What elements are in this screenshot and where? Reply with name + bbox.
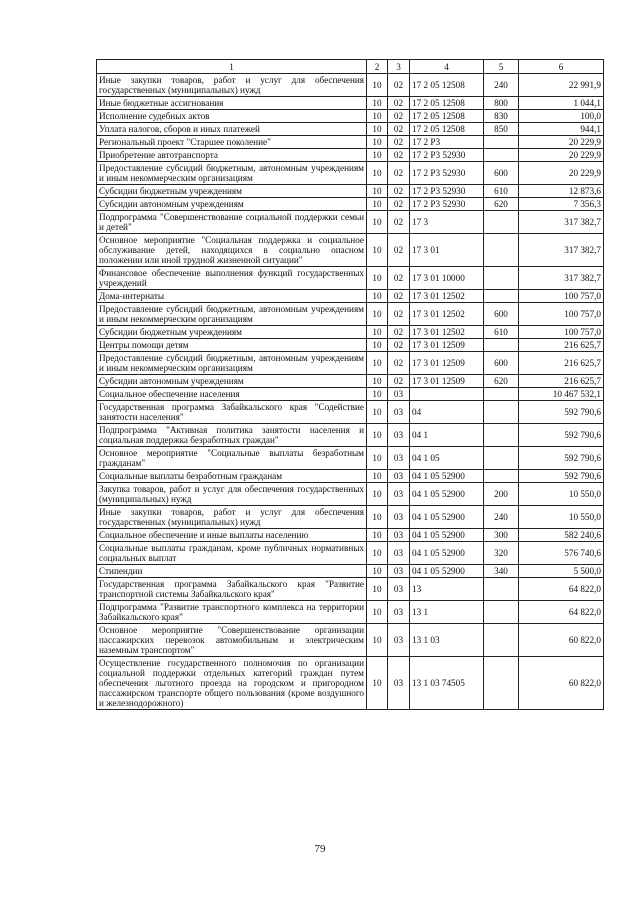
row-section: 10 xyxy=(367,110,388,123)
row-section: 10 xyxy=(367,290,388,303)
row-expense-type: 620 xyxy=(484,198,519,211)
table-row xyxy=(97,578,604,601)
row-subsection: 02 xyxy=(388,326,410,339)
row-name: Субсидии автономным учреждениям xyxy=(97,375,367,388)
row-expense-type: 600 xyxy=(484,352,519,375)
row-subsection: 03 xyxy=(388,483,410,506)
row-amount: 100 757,0 xyxy=(519,303,604,326)
row-section: 10 xyxy=(367,162,388,185)
table-row xyxy=(97,74,604,97)
row-amount: 317 382,7 xyxy=(519,234,604,267)
header-col-1: 1 xyxy=(97,60,367,74)
row-amount: 592 790,6 xyxy=(519,424,604,447)
row-subsection: 03 xyxy=(388,401,410,424)
row-name: Закупка товаров, работ и услуг для обеспечения государственных (муниципальных) нужд xyxy=(97,483,367,506)
row-amount: 22 991,9 xyxy=(519,74,604,97)
row-expense-type xyxy=(484,657,519,710)
row-expense-type: 610 xyxy=(484,185,519,198)
row-name: Субсидии бюджетным учреждениям xyxy=(97,185,367,198)
row-amount: 1 044,1 xyxy=(519,97,604,110)
row-section: 10 xyxy=(367,234,388,267)
row-code xyxy=(410,388,484,401)
row-amount: 5 500,0 xyxy=(519,565,604,578)
row-section: 10 xyxy=(367,483,388,506)
table-row xyxy=(97,352,604,375)
table-row xyxy=(97,162,604,185)
row-name: Социальные выплаты безработным гражданам xyxy=(97,470,367,483)
row-subsection: 03 xyxy=(388,470,410,483)
table-row xyxy=(97,149,604,162)
row-subsection: 03 xyxy=(388,388,410,401)
row-amount: 592 790,6 xyxy=(519,447,604,470)
row-code: 04 1 05 xyxy=(410,447,484,470)
row-code: 17 3 01 12502 xyxy=(410,326,484,339)
row-section: 10 xyxy=(367,424,388,447)
row-code: 17 2 05 12508 xyxy=(410,123,484,136)
row-code: 17 3 01 12509 xyxy=(410,339,484,352)
budget-table xyxy=(96,59,604,710)
row-amount: 317 382,7 xyxy=(519,267,604,290)
table-row xyxy=(97,624,604,657)
row-name: Социальное обеспечение населения xyxy=(97,388,367,401)
row-expense-type: 340 xyxy=(484,565,519,578)
row-subsection: 02 xyxy=(388,74,410,97)
row-amount: 216 625,7 xyxy=(519,375,604,388)
row-name: Уплата налогов, сборов и иных платежей xyxy=(97,123,367,136)
row-name: Предоставление субсидий бюджетным, автономным учреждениям и иным некоммерческим организациям xyxy=(97,303,367,326)
table-row xyxy=(97,388,604,401)
row-code: 04 xyxy=(410,401,484,424)
row-amount: 64 822,0 xyxy=(519,578,604,601)
row-subsection: 02 xyxy=(388,97,410,110)
row-name: Основное мероприятие "Совершенствование организации пассажирских перевозок автомобильным и электрическим наземным транспортом" xyxy=(97,624,367,657)
row-code: 17 3 01 12502 xyxy=(410,290,484,303)
row-amount: 20 229,9 xyxy=(519,162,604,185)
row-name: Социальные выплаты гражданам, кроме публичных нормативных социальных выплат xyxy=(97,542,367,565)
row-section: 10 xyxy=(367,136,388,149)
table-row xyxy=(97,401,604,424)
row-subsection: 02 xyxy=(388,352,410,375)
row-subsection: 02 xyxy=(388,136,410,149)
row-name: Финансовое обеспечение выполнения функций государственных учреждений xyxy=(97,267,367,290)
row-expense-type xyxy=(484,470,519,483)
row-code: 04 1 05 52900 xyxy=(410,506,484,529)
row-subsection: 02 xyxy=(388,123,410,136)
row-amount: 60 822,0 xyxy=(519,657,604,710)
table-row xyxy=(97,267,604,290)
table-row xyxy=(97,303,604,326)
row-expense-type: 850 xyxy=(484,123,519,136)
row-name: Предоставление субсидий бюджетным, автономным учреждениям и иным некоммерческим организациям xyxy=(97,162,367,185)
table-row xyxy=(97,234,604,267)
row-amount: 592 790,6 xyxy=(519,401,604,424)
table-row xyxy=(97,185,604,198)
row-amount: 12 873,6 xyxy=(519,185,604,198)
row-expense-type: 610 xyxy=(484,326,519,339)
row-expense-type xyxy=(484,290,519,303)
row-code: 17 3 01 12509 xyxy=(410,352,484,375)
table-row xyxy=(97,657,604,710)
row-section: 10 xyxy=(367,149,388,162)
row-subsection: 03 xyxy=(388,657,410,710)
row-subsection: 03 xyxy=(388,578,410,601)
row-section: 10 xyxy=(367,74,388,97)
table-row xyxy=(97,290,604,303)
row-amount: 100,0 xyxy=(519,110,604,123)
row-subsection: 02 xyxy=(388,267,410,290)
row-section: 10 xyxy=(367,198,388,211)
row-code: 04 1 05 52900 xyxy=(410,470,484,483)
row-subsection: 03 xyxy=(388,601,410,624)
row-expense-type: 800 xyxy=(484,97,519,110)
row-amount: 582 240,6 xyxy=(519,529,604,542)
row-subsection: 03 xyxy=(388,624,410,657)
row-amount: 317 382,7 xyxy=(519,211,604,234)
row-subsection: 03 xyxy=(388,424,410,447)
row-section: 10 xyxy=(367,375,388,388)
header-col-5: 5 xyxy=(484,60,519,74)
row-subsection: 02 xyxy=(388,375,410,388)
row-amount: 20 229,9 xyxy=(519,136,604,149)
row-name: Основное мероприятие "Социальные выплаты безработным гражданам" xyxy=(97,447,367,470)
table-row xyxy=(97,447,604,470)
row-expense-type xyxy=(484,447,519,470)
row-expense-type: 830 xyxy=(484,110,519,123)
row-code: 17 2 P3 52930 xyxy=(410,198,484,211)
header-row xyxy=(97,60,604,74)
row-subsection: 02 xyxy=(388,234,410,267)
row-section: 10 xyxy=(367,542,388,565)
row-section: 10 xyxy=(367,185,388,198)
row-subsection: 02 xyxy=(388,339,410,352)
row-section: 10 xyxy=(367,624,388,657)
row-code: 17 3 01 xyxy=(410,234,484,267)
row-section: 10 xyxy=(367,470,388,483)
row-amount: 592 790,6 xyxy=(519,470,604,483)
table-row xyxy=(97,470,604,483)
row-expense-type xyxy=(484,267,519,290)
row-code: 13 1 03 xyxy=(410,624,484,657)
row-section: 10 xyxy=(367,339,388,352)
row-expense-type xyxy=(484,211,519,234)
row-code: 04 1 05 52900 xyxy=(410,565,484,578)
row-name: Иные закупки товаров, работ и услуг для обеспечения государственных (муниципальных) нужд xyxy=(97,74,367,97)
row-code: 13 1 03 74505 xyxy=(410,657,484,710)
row-subsection: 02 xyxy=(388,198,410,211)
row-name: Социальное обеспечение и иные выплаты населению xyxy=(97,529,367,542)
row-section: 10 xyxy=(367,447,388,470)
row-expense-type xyxy=(484,578,519,601)
row-expense-type xyxy=(484,624,519,657)
row-code: 13 xyxy=(410,578,484,601)
row-subsection: 02 xyxy=(388,303,410,326)
table-row xyxy=(97,97,604,110)
row-amount: 216 625,7 xyxy=(519,352,604,375)
row-name: Осуществление государственного полномочия по организации социальной поддержки отдельных категорий граждан путем обеспечения льготного проезда на городском и пригородном пассажирском транспорте общего пользования (кроме воздушного и железнодорожного) xyxy=(97,657,367,710)
row-code: 17 2 P3 52930 xyxy=(410,185,484,198)
row-name: Основное мероприятие "Социальная поддержка и социальное обслуживание детей, находящихся в социально опасном положении или иной трудной жизненной ситуации" xyxy=(97,234,367,267)
row-name: Субсидии бюджетным учреждениям xyxy=(97,326,367,339)
row-amount: 60 822,0 xyxy=(519,624,604,657)
table-row xyxy=(97,339,604,352)
row-code: 04 1 05 52900 xyxy=(410,483,484,506)
row-section: 10 xyxy=(367,211,388,234)
row-section: 10 xyxy=(367,578,388,601)
row-amount: 64 822,0 xyxy=(519,601,604,624)
row-code: 04 1 05 52900 xyxy=(410,529,484,542)
table-row xyxy=(97,542,604,565)
row-expense-type: 600 xyxy=(484,162,519,185)
table-row xyxy=(97,123,604,136)
row-name: Подпрограмма "Развитие транспортного комплекса на территории Забайкальского края" xyxy=(97,601,367,624)
row-section: 10 xyxy=(367,303,388,326)
row-subsection: 02 xyxy=(388,185,410,198)
row-section: 10 xyxy=(367,601,388,624)
row-expense-type xyxy=(484,339,519,352)
table-row xyxy=(97,326,604,339)
row-section: 10 xyxy=(367,97,388,110)
row-name: Региональный проект "Старшее поколение" xyxy=(97,136,367,149)
row-subsection: 02 xyxy=(388,290,410,303)
row-amount: 7 356,3 xyxy=(519,198,604,211)
row-expense-type xyxy=(484,234,519,267)
row-subsection: 03 xyxy=(388,506,410,529)
table-row xyxy=(97,483,604,506)
row-code: 17 2 05 12508 xyxy=(410,110,484,123)
row-section: 10 xyxy=(367,529,388,542)
header-col-6: 6 xyxy=(519,60,604,74)
row-code: 17 2 05 12508 xyxy=(410,97,484,110)
row-expense-type: 300 xyxy=(484,529,519,542)
row-name: Стипендии xyxy=(97,565,367,578)
row-amount: 216 625,7 xyxy=(519,339,604,352)
row-name: Государственная программа Забайкальского края "Развитие транспортной системы Забайкальского края" xyxy=(97,578,367,601)
table-row xyxy=(97,601,604,624)
row-subsection: 03 xyxy=(388,542,410,565)
row-name: Дома-интернаты xyxy=(97,290,367,303)
row-subsection: 02 xyxy=(388,149,410,162)
row-name: Иные закупки товаров, работ и услуг для обеспечения государственных (муниципальных) нужд xyxy=(97,506,367,529)
row-name: Государственная программа Забайкальского края "Содействие занятости населения" xyxy=(97,401,367,424)
row-code: 17 2 P3 52930 xyxy=(410,149,484,162)
row-amount: 20 229,9 xyxy=(519,149,604,162)
row-subsection: 03 xyxy=(388,565,410,578)
table-row xyxy=(97,198,604,211)
row-section: 10 xyxy=(367,565,388,578)
header-col-2: 2 xyxy=(367,60,388,74)
row-name: Центры помощи детям xyxy=(97,339,367,352)
row-section: 10 xyxy=(367,267,388,290)
row-name: Подпрограмма "Совершенствование социальной поддержки семьи и детей" xyxy=(97,211,367,234)
row-amount: 10 550,0 xyxy=(519,506,604,529)
row-amount: 576 740,6 xyxy=(519,542,604,565)
row-expense-type: 620 xyxy=(484,375,519,388)
table-row xyxy=(97,211,604,234)
row-subsection: 02 xyxy=(388,211,410,234)
row-expense-type xyxy=(484,149,519,162)
row-name: Приобретение автотранспорта xyxy=(97,149,367,162)
row-section: 10 xyxy=(367,388,388,401)
row-name: Исполнение судебных актов xyxy=(97,110,367,123)
row-code: 04 1 xyxy=(410,424,484,447)
table-row xyxy=(97,375,604,388)
header-col-3: 3 xyxy=(388,60,410,74)
table-row xyxy=(97,110,604,123)
row-subsection: 03 xyxy=(388,447,410,470)
row-expense-type xyxy=(484,424,519,447)
row-code: 17 3 01 12509 xyxy=(410,375,484,388)
row-expense-type xyxy=(484,388,519,401)
row-code: 13 1 xyxy=(410,601,484,624)
row-name: Подпрограмма "Активная политика занятости населения и социальная поддержка безработных граждан" xyxy=(97,424,367,447)
row-section: 10 xyxy=(367,506,388,529)
row-expense-type: 320 xyxy=(484,542,519,565)
row-expense-type: 240 xyxy=(484,74,519,97)
table-row xyxy=(97,136,604,149)
table-body xyxy=(97,74,604,710)
table-row xyxy=(97,565,604,578)
row-name: Предоставление субсидий бюджетным, автономным учреждениям и иным некоммерческим организациям xyxy=(97,352,367,375)
row-amount: 100 757,0 xyxy=(519,326,604,339)
row-section: 10 xyxy=(367,657,388,710)
header-col-4: 4 xyxy=(410,60,484,74)
row-expense-type xyxy=(484,136,519,149)
row-section: 10 xyxy=(367,401,388,424)
row-name: Иные бюджетные ассигнования xyxy=(97,97,367,110)
row-code: 17 2 P3 52930 xyxy=(410,162,484,185)
table-row xyxy=(97,424,604,447)
table-row xyxy=(97,506,604,529)
row-expense-type xyxy=(484,601,519,624)
row-code: 17 2 05 12508 xyxy=(410,74,484,97)
row-section: 10 xyxy=(367,326,388,339)
row-code: 04 1 05 52900 xyxy=(410,542,484,565)
row-code: 17 3 xyxy=(410,211,484,234)
row-subsection: 03 xyxy=(388,529,410,542)
page-number: 79 xyxy=(314,843,326,855)
row-subsection: 02 xyxy=(388,110,410,123)
row-name: Субсидии автономным учреждениям xyxy=(97,198,367,211)
row-section: 10 xyxy=(367,352,388,375)
row-amount: 10 467 532,1 xyxy=(519,388,604,401)
row-section: 10 xyxy=(367,123,388,136)
table-row xyxy=(97,529,604,542)
row-code: 17 3 01 10000 xyxy=(410,267,484,290)
row-expense-type: 200 xyxy=(484,483,519,506)
row-amount: 100 757,0 xyxy=(519,290,604,303)
row-amount: 944,1 xyxy=(519,123,604,136)
row-subsection: 02 xyxy=(388,162,410,185)
row-amount: 10 550,0 xyxy=(519,483,604,506)
row-code: 17 3 01 12502 xyxy=(410,303,484,326)
row-expense-type xyxy=(484,401,519,424)
row-code: 17 2 P3 xyxy=(410,136,484,149)
row-expense-type: 600 xyxy=(484,303,519,326)
row-expense-type: 240 xyxy=(484,506,519,529)
budget-table-container xyxy=(96,59,603,710)
